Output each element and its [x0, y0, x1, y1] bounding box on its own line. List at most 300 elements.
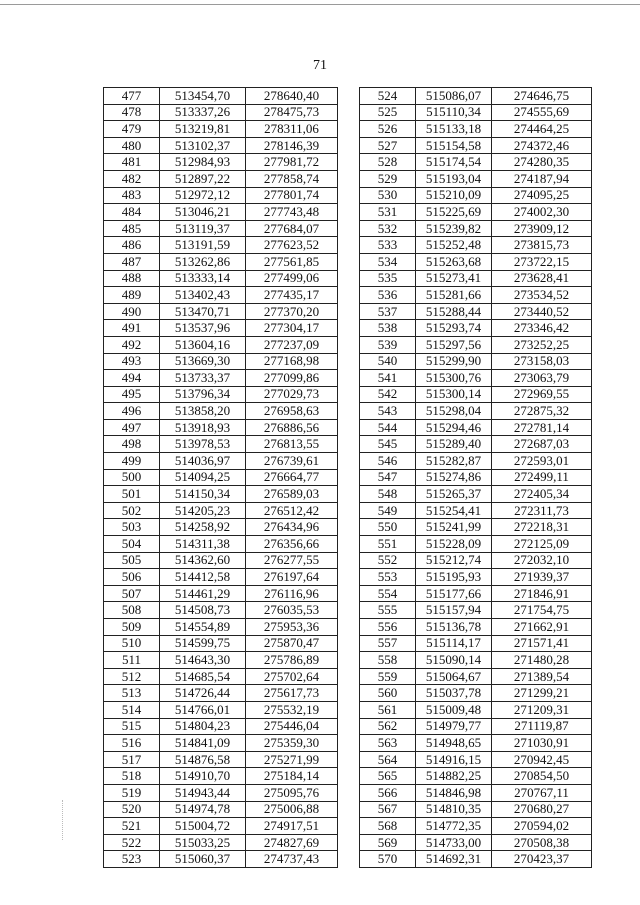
point-id-cell: 513 — [104, 685, 160, 702]
table-row — [104, 519, 338, 536]
point-id-cell: 517 — [104, 751, 160, 768]
coord-x-cell: 515060,37 — [160, 851, 246, 868]
table-row — [104, 187, 338, 204]
coord-x-cell: 514258,92 — [160, 519, 246, 536]
point-id-cell: 483 — [104, 187, 160, 204]
coord-y-cell: 276434,96 — [246, 519, 338, 536]
point-id-cell: 544 — [360, 419, 416, 436]
point-id-cell: 515 — [104, 718, 160, 735]
coord-x-cell: 515282,87 — [416, 453, 492, 470]
point-id-cell: 565 — [360, 768, 416, 785]
table-row — [360, 751, 592, 768]
coord-y-cell: 270508,38 — [492, 834, 592, 851]
coord-y-cell: 271480,28 — [492, 652, 592, 669]
table-row — [360, 270, 592, 287]
coord-y-cell: 271299,21 — [492, 685, 592, 702]
table-row — [104, 486, 338, 503]
point-id-cell: 502 — [104, 502, 160, 519]
coord-x-cell: 515114,17 — [416, 635, 492, 652]
point-id-cell: 508 — [104, 602, 160, 619]
coord-y-cell: 274187,94 — [492, 170, 592, 187]
coord-y-cell: 271571,41 — [492, 635, 592, 652]
table-row — [104, 502, 338, 519]
coord-y-cell: 276589,03 — [246, 486, 338, 503]
coord-x-cell: 515289,40 — [416, 436, 492, 453]
point-id-cell: 535 — [360, 270, 416, 287]
point-id-cell: 550 — [360, 519, 416, 536]
coord-x-cell: 515252,48 — [416, 237, 492, 254]
point-id-cell: 538 — [360, 320, 416, 337]
table-row — [360, 602, 592, 619]
point-id-cell: 554 — [360, 585, 416, 602]
coord-y-cell: 277981,72 — [246, 154, 338, 171]
point-id-cell: 507 — [104, 585, 160, 602]
point-id-cell: 496 — [104, 403, 160, 420]
point-id-cell: 566 — [360, 784, 416, 801]
table-row — [360, 569, 592, 586]
point-id-cell: 524 — [360, 88, 416, 105]
table-row — [360, 403, 592, 420]
coord-x-cell: 515210,09 — [416, 187, 492, 204]
point-id-cell: 520 — [104, 801, 160, 818]
table-row — [360, 237, 592, 254]
coord-x-cell: 515300,76 — [416, 370, 492, 387]
coord-y-cell: 271119,87 — [492, 718, 592, 735]
table-row — [104, 718, 338, 735]
coord-y-cell: 277743,48 — [246, 204, 338, 221]
coord-y-cell: 276813,55 — [246, 436, 338, 453]
coord-y-cell: 274737,43 — [246, 851, 338, 868]
coord-x-cell: 515154,58 — [416, 137, 492, 154]
table-row — [104, 253, 338, 270]
table-row — [104, 453, 338, 470]
table-row — [360, 436, 592, 453]
point-id-cell: 482 — [104, 170, 160, 187]
coord-x-cell: 514974,78 — [160, 801, 246, 818]
coord-y-cell: 272125,09 — [492, 536, 592, 553]
point-id-cell: 493 — [104, 353, 160, 370]
table-row — [104, 419, 338, 436]
coord-y-cell: 277029,73 — [246, 386, 338, 403]
coord-x-cell: 515298,04 — [416, 403, 492, 420]
point-id-cell: 500 — [104, 469, 160, 486]
table-row — [360, 204, 592, 221]
table-row — [104, 287, 338, 304]
point-id-cell: 543 — [360, 403, 416, 420]
coord-y-cell: 273440,52 — [492, 303, 592, 320]
coord-x-cell: 514036,97 — [160, 453, 246, 470]
table-row — [360, 386, 592, 403]
coord-y-cell: 271754,75 — [492, 602, 592, 619]
table-row — [104, 154, 338, 171]
point-id-cell: 553 — [360, 569, 416, 586]
coord-x-cell: 515288,44 — [416, 303, 492, 320]
coord-y-cell: 274555,69 — [492, 104, 592, 121]
coord-y-cell: 277499,06 — [246, 270, 338, 287]
coord-y-cell: 275359,30 — [246, 735, 338, 752]
coord-x-cell: 515297,56 — [416, 336, 492, 353]
table-row — [104, 652, 338, 669]
coord-x-cell: 513333,14 — [160, 270, 246, 287]
coord-y-cell: 271030,91 — [492, 735, 592, 752]
coord-x-cell: 513337,26 — [160, 104, 246, 121]
point-id-cell: 530 — [360, 187, 416, 204]
point-id-cell: 481 — [104, 154, 160, 171]
coord-x-cell: 514766,01 — [160, 701, 246, 718]
coord-x-cell: 513402,43 — [160, 287, 246, 304]
coord-y-cell: 270767,11 — [492, 784, 592, 801]
coord-x-cell: 515300,14 — [416, 386, 492, 403]
table-row — [360, 818, 592, 835]
table-row — [104, 834, 338, 851]
point-id-cell: 514 — [104, 701, 160, 718]
point-id-cell: 504 — [104, 536, 160, 553]
table-row — [360, 336, 592, 353]
point-id-cell: 477 — [104, 88, 160, 105]
coord-x-cell: 515294,46 — [416, 419, 492, 436]
coord-x-cell: 514362,60 — [160, 552, 246, 569]
coord-x-cell: 514726,44 — [160, 685, 246, 702]
table-row — [104, 735, 338, 752]
point-id-cell: 512 — [104, 668, 160, 685]
point-id-cell: 558 — [360, 652, 416, 669]
coord-y-cell: 276116,96 — [246, 585, 338, 602]
point-id-cell: 498 — [104, 436, 160, 453]
point-id-cell: 532 — [360, 220, 416, 237]
coord-x-cell: 512972,12 — [160, 187, 246, 204]
coord-y-cell: 274646,75 — [492, 88, 592, 105]
point-id-cell: 555 — [360, 602, 416, 619]
table-row — [104, 469, 338, 486]
point-id-cell: 478 — [104, 104, 160, 121]
coord-x-cell: 515274,86 — [416, 469, 492, 486]
coord-x-cell: 514876,58 — [160, 751, 246, 768]
point-id-cell: 523 — [104, 851, 160, 868]
point-id-cell: 542 — [360, 386, 416, 403]
table-row — [360, 486, 592, 503]
coord-x-cell: 514643,30 — [160, 652, 246, 669]
table-row — [104, 336, 338, 353]
point-id-cell: 521 — [104, 818, 160, 835]
coord-x-cell: 513470,71 — [160, 303, 246, 320]
coord-y-cell: 276512,42 — [246, 502, 338, 519]
coord-y-cell: 275786,89 — [246, 652, 338, 669]
table-row — [360, 701, 592, 718]
point-id-cell: 526 — [360, 121, 416, 138]
coord-y-cell: 273158,03 — [492, 353, 592, 370]
table-row — [360, 635, 592, 652]
table-row — [360, 536, 592, 553]
point-id-cell: 567 — [360, 801, 416, 818]
point-id-cell: 549 — [360, 502, 416, 519]
coord-y-cell: 276035,53 — [246, 602, 338, 619]
coord-y-cell: 275095,76 — [246, 784, 338, 801]
point-id-cell: 490 — [104, 303, 160, 320]
coord-x-cell: 512984,93 — [160, 154, 246, 171]
coord-x-cell: 514810,35 — [416, 801, 492, 818]
point-id-cell: 501 — [104, 486, 160, 503]
coord-x-cell: 514150,34 — [160, 486, 246, 503]
table-row — [360, 303, 592, 320]
table-row — [104, 170, 338, 187]
table-row — [360, 287, 592, 304]
point-id-cell: 516 — [104, 735, 160, 752]
coord-y-cell: 277561,85 — [246, 253, 338, 270]
coord-y-cell: 273815,73 — [492, 237, 592, 254]
table-row — [104, 701, 338, 718]
table-row — [104, 685, 338, 702]
top-rule — [0, 4, 640, 5]
coord-x-cell: 513604,16 — [160, 336, 246, 353]
coord-x-cell: 513119,37 — [160, 220, 246, 237]
coord-x-cell: 514846,98 — [416, 784, 492, 801]
coord-x-cell: 515090,14 — [416, 652, 492, 669]
point-id-cell: 547 — [360, 469, 416, 486]
table-row — [104, 237, 338, 254]
point-id-cell: 568 — [360, 818, 416, 835]
coord-y-cell: 275953,36 — [246, 619, 338, 636]
table-row — [104, 121, 338, 138]
coord-y-cell: 273628,41 — [492, 270, 592, 287]
margin-mark — [62, 800, 77, 840]
coord-y-cell: 270854,50 — [492, 768, 592, 785]
table-row — [104, 204, 338, 221]
point-id-cell: 560 — [360, 685, 416, 702]
coord-x-cell: 514804,23 — [160, 718, 246, 735]
point-id-cell: 563 — [360, 735, 416, 752]
coord-x-cell: 513669,30 — [160, 353, 246, 370]
table-row — [104, 436, 338, 453]
coord-x-cell: 515263,68 — [416, 253, 492, 270]
coord-x-cell: 514916,15 — [416, 751, 492, 768]
coord-x-cell: 515299,90 — [416, 353, 492, 370]
coord-y-cell: 274095,25 — [492, 187, 592, 204]
coord-y-cell: 273252,25 — [492, 336, 592, 353]
point-id-cell: 551 — [360, 536, 416, 553]
point-id-cell: 537 — [360, 303, 416, 320]
coord-x-cell: 515177,66 — [416, 585, 492, 602]
coord-y-cell: 277858,74 — [246, 170, 338, 187]
coord-y-cell: 272405,34 — [492, 486, 592, 503]
coord-x-cell: 515265,37 — [416, 486, 492, 503]
coord-y-cell: 271846,91 — [492, 585, 592, 602]
point-id-cell: 556 — [360, 619, 416, 636]
table-row — [360, 419, 592, 436]
coord-y-cell: 274372,46 — [492, 137, 592, 154]
coord-x-cell: 515037,78 — [416, 685, 492, 702]
coord-y-cell: 278475,73 — [246, 104, 338, 121]
table-row — [360, 121, 592, 138]
point-id-cell: 494 — [104, 370, 160, 387]
table-row — [104, 88, 338, 105]
point-id-cell: 539 — [360, 336, 416, 353]
coord-x-cell: 513102,37 — [160, 137, 246, 154]
table-row — [104, 619, 338, 636]
table-row — [104, 220, 338, 237]
point-id-cell: 503 — [104, 519, 160, 536]
table-row — [360, 104, 592, 121]
table-row — [104, 569, 338, 586]
coord-y-cell: 274002,30 — [492, 204, 592, 221]
table-row — [104, 668, 338, 685]
table-row — [360, 253, 592, 270]
table-row — [104, 386, 338, 403]
coord-x-cell: 514685,54 — [160, 668, 246, 685]
table-row — [360, 735, 592, 752]
coord-x-cell: 514094,25 — [160, 469, 246, 486]
point-id-cell: 557 — [360, 635, 416, 652]
coord-y-cell: 275870,47 — [246, 635, 338, 652]
coord-y-cell: 278146,39 — [246, 137, 338, 154]
table-row — [104, 370, 338, 387]
coord-y-cell: 276356,66 — [246, 536, 338, 553]
point-id-cell: 529 — [360, 170, 416, 187]
table-row — [360, 784, 592, 801]
table-row — [104, 303, 338, 320]
coord-y-cell: 273534,52 — [492, 287, 592, 304]
coord-y-cell: 277168,98 — [246, 353, 338, 370]
coord-x-cell: 515009,48 — [416, 701, 492, 718]
coord-x-cell: 515195,93 — [416, 569, 492, 586]
table-row — [360, 519, 592, 536]
coord-y-cell: 276664,77 — [246, 469, 338, 486]
coord-x-cell: 514412,58 — [160, 569, 246, 586]
point-id-cell: 545 — [360, 436, 416, 453]
table-row — [104, 768, 338, 785]
coord-x-cell: 513219,81 — [160, 121, 246, 138]
coord-x-cell: 515086,07 — [416, 88, 492, 105]
table-row — [104, 635, 338, 652]
coord-y-cell: 272032,10 — [492, 552, 592, 569]
coord-y-cell: 273346,42 — [492, 320, 592, 337]
coordinates-table-left — [103, 87, 338, 868]
coord-y-cell: 277435,17 — [246, 287, 338, 304]
coord-x-cell: 515004,72 — [160, 818, 246, 835]
coord-y-cell: 276886,56 — [246, 419, 338, 436]
table-row — [360, 718, 592, 735]
table-row — [104, 801, 338, 818]
point-id-cell: 548 — [360, 486, 416, 503]
coord-y-cell: 276958,63 — [246, 403, 338, 420]
coord-y-cell: 270942,45 — [492, 751, 592, 768]
table-row — [360, 154, 592, 171]
coord-x-cell: 515225,69 — [416, 204, 492, 221]
coord-y-cell: 277801,74 — [246, 187, 338, 204]
point-id-cell: 541 — [360, 370, 416, 387]
coord-x-cell: 513454,70 — [160, 88, 246, 105]
coord-y-cell: 278640,40 — [246, 88, 338, 105]
point-id-cell: 511 — [104, 652, 160, 669]
coord-y-cell: 272875,32 — [492, 403, 592, 420]
point-id-cell: 486 — [104, 237, 160, 254]
point-id-cell: 531 — [360, 204, 416, 221]
coord-x-cell: 515239,82 — [416, 220, 492, 237]
coord-x-cell: 515136,78 — [416, 619, 492, 636]
coord-y-cell: 275446,04 — [246, 718, 338, 735]
point-id-cell: 491 — [104, 320, 160, 337]
table-row — [104, 320, 338, 337]
coord-x-cell: 513733,37 — [160, 370, 246, 387]
point-id-cell: 534 — [360, 253, 416, 270]
coord-x-cell: 515110,34 — [416, 104, 492, 121]
coord-y-cell: 272781,14 — [492, 419, 592, 436]
coord-y-cell: 276197,64 — [246, 569, 338, 586]
point-id-cell: 528 — [360, 154, 416, 171]
coord-y-cell: 273063,79 — [492, 370, 592, 387]
coord-y-cell: 271939,37 — [492, 569, 592, 586]
point-id-cell: 552 — [360, 552, 416, 569]
coord-x-cell: 514943,44 — [160, 784, 246, 801]
point-id-cell: 569 — [360, 834, 416, 851]
table-row — [104, 818, 338, 835]
coord-x-cell: 514311,38 — [160, 536, 246, 553]
table-row — [360, 685, 592, 702]
table-row — [360, 320, 592, 337]
coord-x-cell: 514841,09 — [160, 735, 246, 752]
point-id-cell: 484 — [104, 204, 160, 221]
point-id-cell: 525 — [360, 104, 416, 121]
coord-y-cell: 273909,12 — [492, 220, 592, 237]
coord-x-cell: 515212,74 — [416, 552, 492, 569]
point-id-cell: 509 — [104, 619, 160, 636]
table-row — [104, 270, 338, 287]
table-row — [360, 220, 592, 237]
point-id-cell: 505 — [104, 552, 160, 569]
point-id-cell: 561 — [360, 701, 416, 718]
table-row — [360, 668, 592, 685]
point-id-cell: 495 — [104, 386, 160, 403]
table-row — [360, 552, 592, 569]
coord-x-cell: 514979,77 — [416, 718, 492, 735]
coordinates-table-right — [359, 87, 592, 868]
coord-x-cell: 515064,67 — [416, 668, 492, 685]
coord-x-cell: 515241,99 — [416, 519, 492, 536]
table-row — [104, 602, 338, 619]
coord-x-cell: 515273,41 — [416, 270, 492, 287]
coord-y-cell: 272687,03 — [492, 436, 592, 453]
coord-y-cell: 277623,52 — [246, 237, 338, 254]
coord-x-cell: 514205,23 — [160, 502, 246, 519]
coord-x-cell: 514692,31 — [416, 851, 492, 868]
coord-y-cell: 275617,73 — [246, 685, 338, 702]
coord-y-cell: 277370,20 — [246, 303, 338, 320]
point-id-cell: 527 — [360, 137, 416, 154]
coord-y-cell: 275702,64 — [246, 668, 338, 685]
point-id-cell: 506 — [104, 569, 160, 586]
table-row — [360, 652, 592, 669]
table-row — [104, 751, 338, 768]
coord-y-cell: 277237,09 — [246, 336, 338, 353]
coord-y-cell: 275006,88 — [246, 801, 338, 818]
coord-y-cell: 272311,73 — [492, 502, 592, 519]
table-row — [360, 585, 592, 602]
coord-x-cell: 515033,25 — [160, 834, 246, 851]
coord-x-cell: 515193,04 — [416, 170, 492, 187]
coord-y-cell: 275271,99 — [246, 751, 338, 768]
table-row — [360, 187, 592, 204]
coord-x-cell: 513537,96 — [160, 320, 246, 337]
coord-y-cell: 270680,27 — [492, 801, 592, 818]
coord-x-cell: 514554,89 — [160, 619, 246, 636]
table-row — [360, 502, 592, 519]
coord-y-cell: 276277,55 — [246, 552, 338, 569]
point-id-cell: 559 — [360, 668, 416, 685]
coord-x-cell: 515228,09 — [416, 536, 492, 553]
coord-y-cell: 274827,69 — [246, 834, 338, 851]
point-id-cell: 492 — [104, 336, 160, 353]
coord-x-cell: 514948,65 — [416, 735, 492, 752]
coord-x-cell: 514733,00 — [416, 834, 492, 851]
